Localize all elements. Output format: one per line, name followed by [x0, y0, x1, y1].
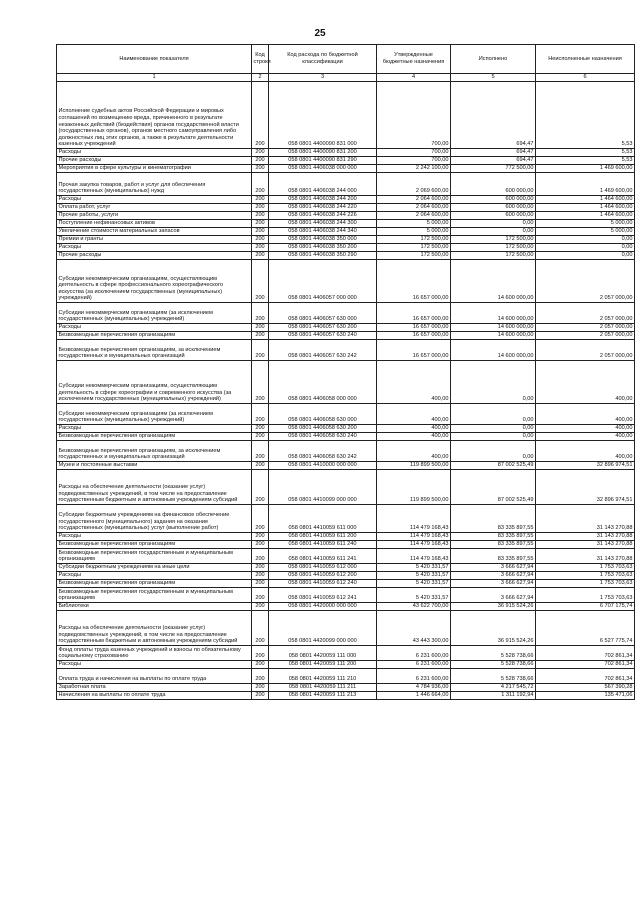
row-classification-code: 058 0801 4406038 350 200: [269, 244, 377, 252]
row-approved: 700,00: [377, 82, 451, 149]
table-row: [57, 165, 635, 173]
row-name: Безвозмездные перечисления государственным и муниципальным организациям: [57, 588, 252, 603]
row-classification-code: 058 0801 4406038 244 200: [269, 196, 377, 204]
row-classification-code: 058 0801 4400090 831 290: [269, 157, 377, 165]
row-line-code: 200: [252, 404, 269, 425]
row-unexecuted: 0,00: [536, 244, 635, 252]
row-executed: 83 335 897,55: [451, 533, 536, 541]
row-unexecuted: 1 464 600,00: [536, 204, 635, 212]
table-row: [57, 149, 635, 157]
row-executed: 14 600 000,00: [451, 303, 536, 324]
table-row: [57, 533, 635, 541]
row-approved: 2 069 600,00: [377, 173, 451, 196]
row-unexecuted: 1 464 600,00: [536, 196, 635, 204]
row-classification-code: 058 0801 4406057 630 200: [269, 324, 377, 332]
row-approved: 172 500,00: [377, 244, 451, 252]
budget-table: [56, 44, 635, 700]
row-classification-code: 058 0801 4406058 000 000: [269, 361, 377, 404]
row-name: Субсидии некоммерческим организациям, осуществляющим деятельность в сфере хореографии и современного искусства (за исключением государственных (муниципальных) учреждений): [57, 361, 252, 404]
row-name: Расходы: [57, 149, 252, 157]
table-row: [57, 404, 635, 425]
row-executed: 0,00: [451, 228, 536, 236]
row-name: Расходы: [57, 196, 252, 204]
row-name: Субсидии бюджетным учреждениям на иные цели: [57, 564, 252, 572]
row-classification-code: 058 0801 4410059 611 200: [269, 533, 377, 541]
row-unexecuted: 2 057 000,00: [536, 332, 635, 340]
row-approved: 400,00: [377, 433, 451, 441]
row-approved: 400,00: [377, 441, 451, 462]
row-classification-code: 058 0801 4406057 000 000: [269, 260, 377, 303]
column-number: 5: [451, 74, 536, 82]
row-approved: 43 443 300,00: [377, 611, 451, 646]
table-row: [57, 564, 635, 572]
row-executed: 600 000,00: [451, 173, 536, 196]
table-row: [57, 332, 635, 340]
table-row: [57, 646, 635, 661]
row-executed: 600 000,00: [451, 212, 536, 220]
row-line-code: 200: [252, 441, 269, 462]
row-line-code: 200: [252, 361, 269, 404]
table-row: [57, 157, 635, 165]
row-name: Расходы: [57, 533, 252, 541]
row-line-code: 200: [252, 303, 269, 324]
table-row: [57, 541, 635, 549]
row-line-code: 200: [252, 692, 269, 700]
row-executed: 3 666 627,94: [451, 580, 536, 588]
row-name: Музеи и постоянные выставки: [57, 462, 252, 470]
row-line-code: 200: [252, 252, 269, 260]
row-executed: 36 915 524,26: [451, 603, 536, 611]
row-name: Субсидии некоммерческим организациям (за исключением государственных (муниципальных) учреждений): [57, 303, 252, 324]
row-line-code: 200: [252, 541, 269, 549]
header-executed: Исполнено: [451, 45, 536, 74]
row-line-code: 200: [252, 173, 269, 196]
row-line-code: 200: [252, 580, 269, 588]
table-row: [57, 692, 635, 700]
row-unexecuted: 5 000,00: [536, 228, 635, 236]
row-line-code: 200: [252, 572, 269, 580]
row-classification-code: 058 0801 4410059 612 000: [269, 564, 377, 572]
row-unexecuted: 1 469 600,00: [536, 165, 635, 173]
row-unexecuted: 31 143 270,88: [536, 505, 635, 533]
row-line-code: 200: [252, 462, 269, 470]
table-row: [57, 228, 635, 236]
row-name: Фонд оплаты труда казенных учреждений и взносы по обязательному социальному страхованию: [57, 646, 252, 661]
row-unexecuted: 2 057 000,00: [536, 324, 635, 332]
row-classification-code: 058 0801 4420099 000 000: [269, 611, 377, 646]
row-unexecuted: 5,53: [536, 149, 635, 157]
row-executed: 14 600 000,00: [451, 340, 536, 361]
row-name: Оплата труда и начисления на выплаты по оплате труда: [57, 669, 252, 684]
row-name: Субсидии некоммерческим организациям, осуществляющим деятельность в сфере профессионального хореографического искусства (за исключением государственных (муниципальных) учреждений): [57, 260, 252, 303]
table-row: [57, 580, 635, 588]
row-classification-code: 058 0801 4410099 000 000: [269, 470, 377, 505]
row-executed: 14 600 000,00: [451, 324, 536, 332]
row-approved: 6 231 600,00: [377, 661, 451, 669]
row-approved: 172 500,00: [377, 252, 451, 260]
row-line-code: 200: [252, 165, 269, 173]
row-classification-code: 058 0801 4420000 000 000: [269, 603, 377, 611]
row-line-code: 200: [252, 212, 269, 220]
table-row: [57, 425, 635, 433]
row-executed: 172 500,00: [451, 252, 536, 260]
row-line-code: 200: [252, 82, 269, 149]
table-row: [57, 236, 635, 244]
row-name: Оплата работ, услуг: [57, 204, 252, 212]
row-approved: 5 420 331,57: [377, 572, 451, 580]
row-unexecuted: 2 057 000,00: [536, 303, 635, 324]
row-unexecuted: 567 390,28: [536, 684, 635, 692]
row-unexecuted: 135 471,06: [536, 692, 635, 700]
row-classification-code: 058 0801 4406038 244 000: [269, 173, 377, 196]
row-classification-code: 058 0801 4406038 000 000: [269, 165, 377, 173]
row-name: Расходы: [57, 572, 252, 580]
table-row: [57, 204, 635, 212]
row-executed: 3 666 627,94: [451, 588, 536, 603]
row-classification-code: 058 0801 4406057 630 242: [269, 340, 377, 361]
row-classification-code: 058 0801 4420059 111 210: [269, 669, 377, 684]
row-executed: 5 528 738,66: [451, 646, 536, 661]
row-name: Мероприятия в сфере культуры и кинематографии: [57, 165, 252, 173]
column-number: 6: [536, 74, 635, 82]
header-unexecuted: Неисполненные назначения: [536, 45, 635, 74]
row-approved: 114 479 168,43: [377, 541, 451, 549]
row-name: Прочие работы, услуги: [57, 212, 252, 220]
row-approved: 16 657 000,00: [377, 332, 451, 340]
row-name: Безвозмездные перечисления государственным и муниципальным организациям: [57, 549, 252, 564]
row-classification-code: 058 0801 4420059 111 200: [269, 661, 377, 669]
table-row: [57, 669, 635, 684]
row-executed: 4 217 545,72: [451, 684, 536, 692]
row-classification-code: 058 0801 4406057 630 000: [269, 303, 377, 324]
row-name: Прочая закупка товаров, работ и услуг для обеспечения государственных (муниципальных) нужд: [57, 173, 252, 196]
row-name: Увеличение стоимости материальных запасов: [57, 228, 252, 236]
row-classification-code: 058 0801 4406038 350 290: [269, 252, 377, 260]
row-name: Заработная плата: [57, 684, 252, 692]
column-number: 4: [377, 74, 451, 82]
row-unexecuted: 1 753 703,63: [536, 580, 635, 588]
row-name: Расходы: [57, 324, 252, 332]
row-unexecuted: 702 861,34: [536, 646, 635, 661]
row-unexecuted: 6 707 175,74: [536, 603, 635, 611]
table-row: [57, 549, 635, 564]
row-line-code: 200: [252, 533, 269, 541]
row-executed: 0,00: [451, 425, 536, 433]
row-approved: 400,00: [377, 361, 451, 404]
table-row: [57, 470, 635, 505]
row-executed: 172 500,00: [451, 244, 536, 252]
page-number: 25: [314, 28, 326, 39]
row-classification-code: 058 0801 4410059 612 241: [269, 588, 377, 603]
table-row: [57, 220, 635, 228]
row-approved: 43 622 700,00: [377, 603, 451, 611]
row-unexecuted: 5 000,00: [536, 220, 635, 228]
row-line-code: 200: [252, 236, 269, 244]
row-unexecuted: 0,00: [536, 236, 635, 244]
row-unexecuted: 0,00: [536, 252, 635, 260]
row-executed: 600 000,00: [451, 204, 536, 212]
row-unexecuted: 2 057 000,00: [536, 340, 635, 361]
row-classification-code: 058 0801 4410059 611 240: [269, 541, 377, 549]
row-executed: 1 311 192,94: [451, 692, 536, 700]
row-approved: 400,00: [377, 404, 451, 425]
table-header-row: [57, 45, 635, 74]
row-approved: 114 479 168,43: [377, 533, 451, 541]
table-row: [57, 340, 635, 361]
row-unexecuted: 6 527 775,74: [536, 611, 635, 646]
row-approved: 700,00: [377, 157, 451, 165]
column-number: 1: [57, 74, 252, 82]
row-name: Безвозмездные перечисления организациям, за исключением государственных и муниципальных организаций: [57, 340, 252, 361]
row-line-code: 200: [252, 611, 269, 646]
row-name: Безвозмездные перечисления организациям: [57, 541, 252, 549]
row-name: Прочие расходы: [57, 157, 252, 165]
row-unexecuted: 2 057 000,00: [536, 260, 635, 303]
row-line-code: 200: [252, 340, 269, 361]
row-executed: 694,47: [451, 82, 536, 149]
row-executed: 5 528 738,66: [451, 661, 536, 669]
row-line-code: 200: [252, 603, 269, 611]
row-approved: 16 657 000,00: [377, 303, 451, 324]
table-row: [57, 661, 635, 669]
row-name: Расходы на обеспечение деятельности (оказание услуг) подведомственных учреждений, в том числе на предоставление государственным бюджетным и автономным учреждениям субсидий: [57, 470, 252, 505]
row-unexecuted: 1 753 703,63: [536, 588, 635, 603]
row-classification-code: 058 0801 4410000 000 000: [269, 462, 377, 470]
row-line-code: 200: [252, 260, 269, 303]
row-executed: 694,47: [451, 157, 536, 165]
row-unexecuted: 702 861,34: [536, 661, 635, 669]
row-approved: 700,00: [377, 149, 451, 157]
row-unexecuted: 400,00: [536, 361, 635, 404]
table-row: [57, 303, 635, 324]
row-approved: 2 064 600,00: [377, 212, 451, 220]
table-row: [57, 244, 635, 252]
table-row: [57, 324, 635, 332]
table-row: [57, 611, 635, 646]
row-unexecuted: 400,00: [536, 441, 635, 462]
row-approved: 16 657 000,00: [377, 324, 451, 332]
row-executed: 14 600 000,00: [451, 332, 536, 340]
row-name: Субсидии некоммерческим организациям (за исключением государственных (муниципальных) учреждений): [57, 404, 252, 425]
row-unexecuted: 400,00: [536, 425, 635, 433]
table-row: [57, 212, 635, 220]
row-name: Безвозмездные перечисления организациям: [57, 332, 252, 340]
row-line-code: 200: [252, 228, 269, 236]
header-classification-code: Код расхода по бюджетной классификации: [269, 45, 377, 74]
row-name: Начисления на выплаты по оплате труда: [57, 692, 252, 700]
row-approved: 1 446 664,00: [377, 692, 451, 700]
row-classification-code: 058 0801 4420059 111 213: [269, 692, 377, 700]
row-classification-code: 058 0801 4420059 111 000: [269, 646, 377, 661]
row-classification-code: 058 0801 4406038 244 220: [269, 204, 377, 212]
table-row: [57, 252, 635, 260]
row-line-code: 200: [252, 204, 269, 212]
table-row: [57, 361, 635, 404]
row-approved: 400,00: [377, 425, 451, 433]
table-row: [57, 173, 635, 196]
column-number-row: [57, 74, 635, 82]
column-number: 3: [269, 74, 377, 82]
row-unexecuted: 5,53: [536, 157, 635, 165]
row-classification-code: 058 0801 4410059 611 000: [269, 505, 377, 533]
row-classification-code: 058 0801 4400090 831 000: [269, 82, 377, 149]
row-line-code: 200: [252, 157, 269, 165]
row-executed: 694,47: [451, 149, 536, 157]
row-line-code: 200: [252, 661, 269, 669]
row-name: Расходы: [57, 425, 252, 433]
row-name: Поступление нефинансовых активов: [57, 220, 252, 228]
row-executed: 83 335 897,55: [451, 505, 536, 533]
row-classification-code: 058 0801 4406038 350 000: [269, 236, 377, 244]
row-approved: 4 784 936,00: [377, 684, 451, 692]
row-approved: 2 064 600,00: [377, 196, 451, 204]
table-row: [57, 441, 635, 462]
row-executed: 0,00: [451, 433, 536, 441]
row-line-code: 200: [252, 433, 269, 441]
row-unexecuted: 31 143 270,88: [536, 541, 635, 549]
table-row: [57, 82, 635, 149]
table-row: [57, 684, 635, 692]
row-name: Безвозмездные перечисления организациям: [57, 433, 252, 441]
row-approved: 119 899 500,00: [377, 462, 451, 470]
row-name: Субсидии бюджетным учреждениям на финансовое обеспечение государственного (муниципального) задания на оказание государственных (муниципальных) услуг (выполнение работ): [57, 505, 252, 533]
row-approved: 16 657 000,00: [377, 260, 451, 303]
row-classification-code: 058 0801 4406058 630 240: [269, 433, 377, 441]
table-body: [57, 82, 635, 700]
row-name: Прочие расходы: [57, 252, 252, 260]
row-name: Библиотеки: [57, 603, 252, 611]
row-classification-code: 058 0801 4406058 630 200: [269, 425, 377, 433]
table-row: [57, 572, 635, 580]
table-row: [57, 588, 635, 603]
row-line-code: 200: [252, 149, 269, 157]
row-executed: 36 915 524,26: [451, 611, 536, 646]
row-classification-code: 058 0801 4406057 630 240: [269, 332, 377, 340]
row-classification-code: 058 0801 4410059 611 241: [269, 549, 377, 564]
row-line-code: 200: [252, 220, 269, 228]
row-line-code: 200: [252, 549, 269, 564]
row-approved: 2 064 600,00: [377, 204, 451, 212]
row-classification-code: 058 0801 4420059 111 211: [269, 684, 377, 692]
header-approved: Утвержденные бюджетные назначения: [377, 45, 451, 74]
row-approved: 5 420 331,57: [377, 588, 451, 603]
row-line-code: 200: [252, 505, 269, 533]
row-name: Исполнение судебных актов Российской Федерации и мировых соглашений по возмещению вреда, причиненного в результате незаконных действий (бездействия) органов государственной власти (государственных органов), органов местного самоуправления либо должностных лиц этих органов, а также в результате деятельности казенных учреждений: [57, 82, 252, 149]
row-executed: 3 666 627,94: [451, 564, 536, 572]
table-row: [57, 505, 635, 533]
row-unexecuted: 32 896 974,51: [536, 462, 635, 470]
row-classification-code: 058 0801 4406038 244 340: [269, 228, 377, 236]
row-unexecuted: 31 143 270,88: [536, 549, 635, 564]
row-line-code: 200: [252, 244, 269, 252]
row-name: Расходы: [57, 244, 252, 252]
row-approved: 5 420 331,57: [377, 564, 451, 572]
row-approved: 5 420 331,57: [377, 580, 451, 588]
row-classification-code: 058 0801 4410059 612 240: [269, 580, 377, 588]
row-executed: 87 002 525,49: [451, 470, 536, 505]
row-executed: 83 335 897,55: [451, 541, 536, 549]
row-line-code: 200: [252, 425, 269, 433]
row-unexecuted: 1 464 600,00: [536, 212, 635, 220]
row-approved: 6 231 600,00: [377, 646, 451, 661]
row-unexecuted: 702 861,34: [536, 669, 635, 684]
row-name: Расходы: [57, 661, 252, 669]
row-classification-code: 058 0801 4406038 244 300: [269, 220, 377, 228]
row-executed: 600 000,00: [451, 196, 536, 204]
row-executed: 0,00: [451, 441, 536, 462]
row-approved: 114 479 168,43: [377, 505, 451, 533]
row-approved: 2 242 100,00: [377, 165, 451, 173]
row-unexecuted: 32 896 974,51: [536, 470, 635, 505]
row-classification-code: 058 0801 4406038 244 226: [269, 212, 377, 220]
row-classification-code: 058 0801 4406058 630 000: [269, 404, 377, 425]
row-classification-code: 058 0801 4406058 630 242: [269, 441, 377, 462]
row-line-code: 200: [252, 588, 269, 603]
row-executed: 172 500,00: [451, 236, 536, 244]
table-row: [57, 433, 635, 441]
column-number: 2: [252, 74, 269, 82]
row-classification-code: 058 0801 4400090 831 200: [269, 149, 377, 157]
row-executed: 83 335 897,55: [451, 549, 536, 564]
row-classification-code: 058 0801 4410059 612 200: [269, 572, 377, 580]
row-line-code: 200: [252, 564, 269, 572]
row-line-code: 200: [252, 332, 269, 340]
table-row: [57, 260, 635, 303]
row-name: Безвозмездные перечисления организациям, за исключением государственных и муниципальных организаций: [57, 441, 252, 462]
row-unexecuted: 400,00: [536, 433, 635, 441]
row-name: Расходы на обеспечение деятельности (оказание услуг) подведомственных учреждений, в том числе на предоставление государственным бюджетным и автономным учреждениям субсидий: [57, 611, 252, 646]
row-name: Безвозмездные перечисления организациям: [57, 580, 252, 588]
row-unexecuted: 31 143 270,88: [536, 533, 635, 541]
row-executed: 14 600 000,00: [451, 260, 536, 303]
table-row: [57, 603, 635, 611]
row-approved: 114 479 168,43: [377, 549, 451, 564]
table-row: [57, 462, 635, 470]
table-row: [57, 196, 635, 204]
row-line-code: 200: [252, 324, 269, 332]
row-executed: 0,00: [451, 220, 536, 228]
row-line-code: 200: [252, 646, 269, 661]
row-approved: 172 500,00: [377, 236, 451, 244]
row-approved: 16 657 000,00: [377, 340, 451, 361]
row-unexecuted: 1 469 600,00: [536, 173, 635, 196]
row-line-code: 200: [252, 470, 269, 505]
row-unexecuted: 400,00: [536, 404, 635, 425]
row-executed: 3 666 627,94: [451, 572, 536, 580]
row-line-code: 200: [252, 684, 269, 692]
header-line-code: Код строки: [252, 45, 269, 74]
row-unexecuted: 1 753 703,63: [536, 572, 635, 580]
row-executed: 5 528 738,66: [451, 669, 536, 684]
row-approved: 119 899 500,00: [377, 470, 451, 505]
row-approved: 5 000,00: [377, 220, 451, 228]
header-indicator-name: Наименование показателя: [57, 45, 252, 74]
row-name: Премии и гранты: [57, 236, 252, 244]
row-executed: 0,00: [451, 361, 536, 404]
row-unexecuted: 5,53: [536, 82, 635, 149]
row-unexecuted: 1 753 703,63: [536, 564, 635, 572]
row-line-code: 200: [252, 669, 269, 684]
row-executed: 772 500,00: [451, 165, 536, 173]
row-executed: 0,00: [451, 404, 536, 425]
row-executed: 87 002 525,49: [451, 462, 536, 470]
row-line-code: 200: [252, 196, 269, 204]
row-approved: 5 000,00: [377, 228, 451, 236]
row-approved: 6 231 600,00: [377, 669, 451, 684]
